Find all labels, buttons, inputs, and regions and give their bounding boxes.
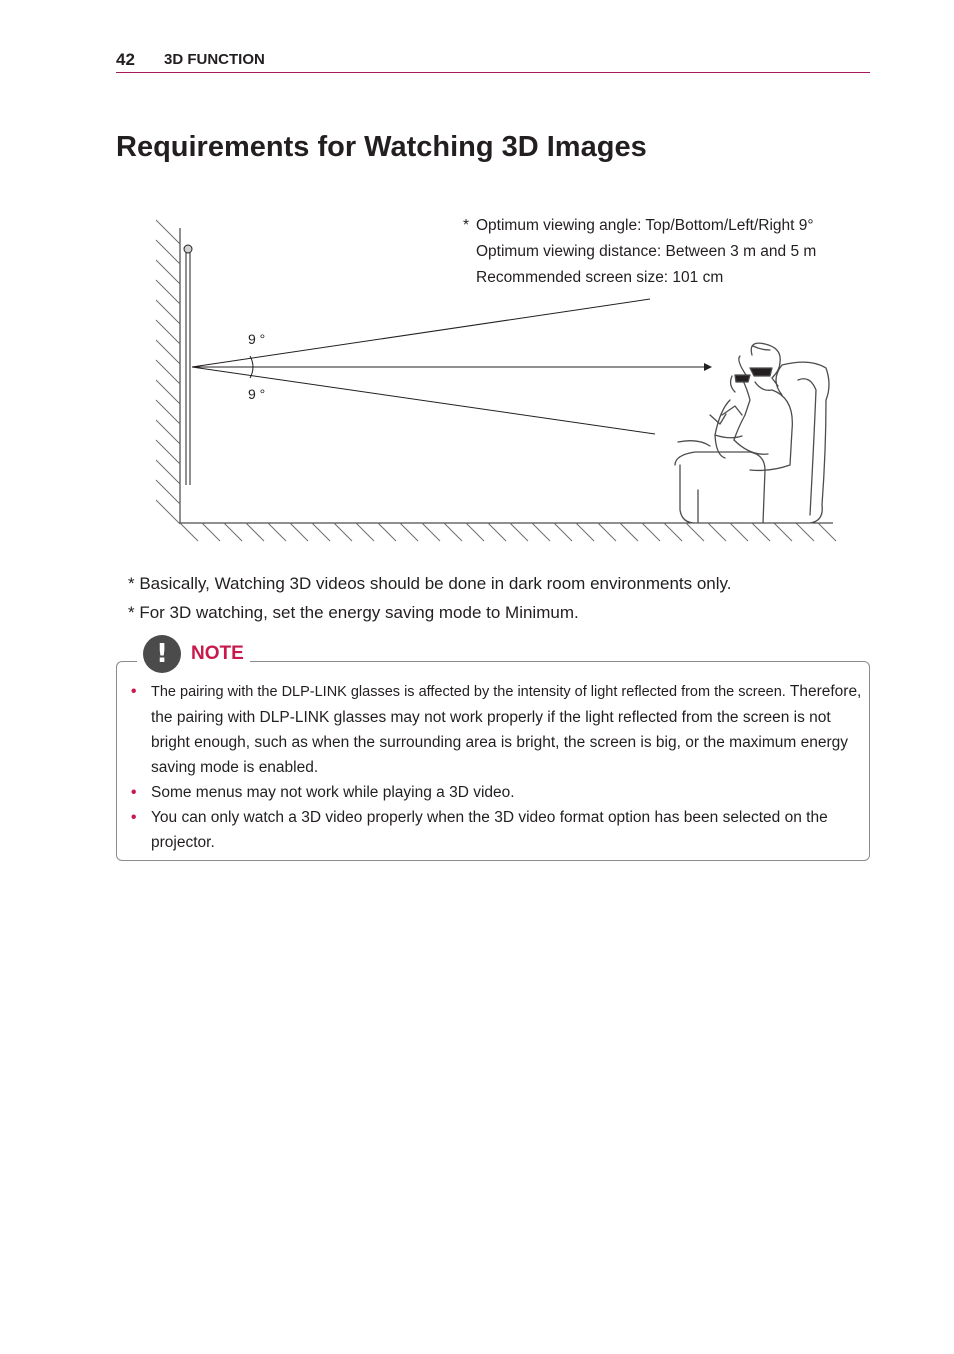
bullet-icon: • bbox=[131, 683, 137, 700]
note-item-pairing-first: The pairing with the DLP-LINK glasses is affected by the intensity of light reflected from the screen. bbox=[151, 684, 786, 700]
note-item-format bbox=[131, 805, 866, 855]
page-header bbox=[116, 48, 870, 73]
spec-asterisk: * bbox=[463, 217, 470, 234]
remark-energy-saving: * For 3D watching, set the energy saving mode to Minimum. bbox=[128, 603, 579, 622]
spec-distance-text: Optimum viewing distance: Between 3 m and 5 m bbox=[476, 243, 817, 260]
spec-angle-text: Optimum viewing angle: Top/Bottom/Left/Right 9° bbox=[476, 217, 814, 234]
viewing-diagram bbox=[150, 210, 840, 550]
note-item-pairing bbox=[131, 679, 866, 780]
page-number: 42 bbox=[116, 50, 135, 69]
exclamation-icon: ! bbox=[143, 635, 181, 673]
note-header bbox=[137, 634, 250, 674]
angle-bottom-label: 9 ° bbox=[248, 386, 266, 402]
note-item-menus-text: Some menus may not work while playing a 3D video. bbox=[151, 784, 515, 801]
page-title: Requirements for Watching 3D Images bbox=[116, 131, 647, 163]
distance-arrowhead bbox=[704, 363, 712, 371]
wall-hatching bbox=[156, 220, 180, 524]
floor-hatching bbox=[180, 523, 836, 541]
note-list bbox=[131, 679, 866, 855]
section-title: 3D FUNCTION bbox=[164, 51, 265, 68]
note-item-menus bbox=[131, 780, 866, 805]
remark-dark-room: * Basically, Watching 3D videos should be done in dark room environments only. bbox=[128, 574, 732, 593]
viewing-angle-lines bbox=[192, 299, 706, 434]
angle-top-label: 9 ° bbox=[248, 331, 266, 347]
note-item-pairing-rest: Therefore, the pairing with DLP-LINK glasses may not work properly if the light reflected from the screen is not bright enough, such as when the surrounding area is bright, the screen is big, or the maximum energy saving mode is enabled. bbox=[151, 683, 862, 776]
note-item-format-text: You can only watch a 3D video properly when the 3D video format option has been selected on the projector. bbox=[151, 809, 828, 851]
viewing-remarks bbox=[128, 569, 732, 627]
bullet-icon: • bbox=[131, 784, 137, 801]
viewers-armchair-illustration bbox=[675, 343, 829, 523]
spec-screen-size-text: Recommended screen size: 101 cm bbox=[476, 269, 724, 286]
projection-screen bbox=[184, 245, 192, 485]
note-label: NOTE bbox=[191, 643, 244, 664]
bullet-icon: • bbox=[131, 809, 137, 826]
